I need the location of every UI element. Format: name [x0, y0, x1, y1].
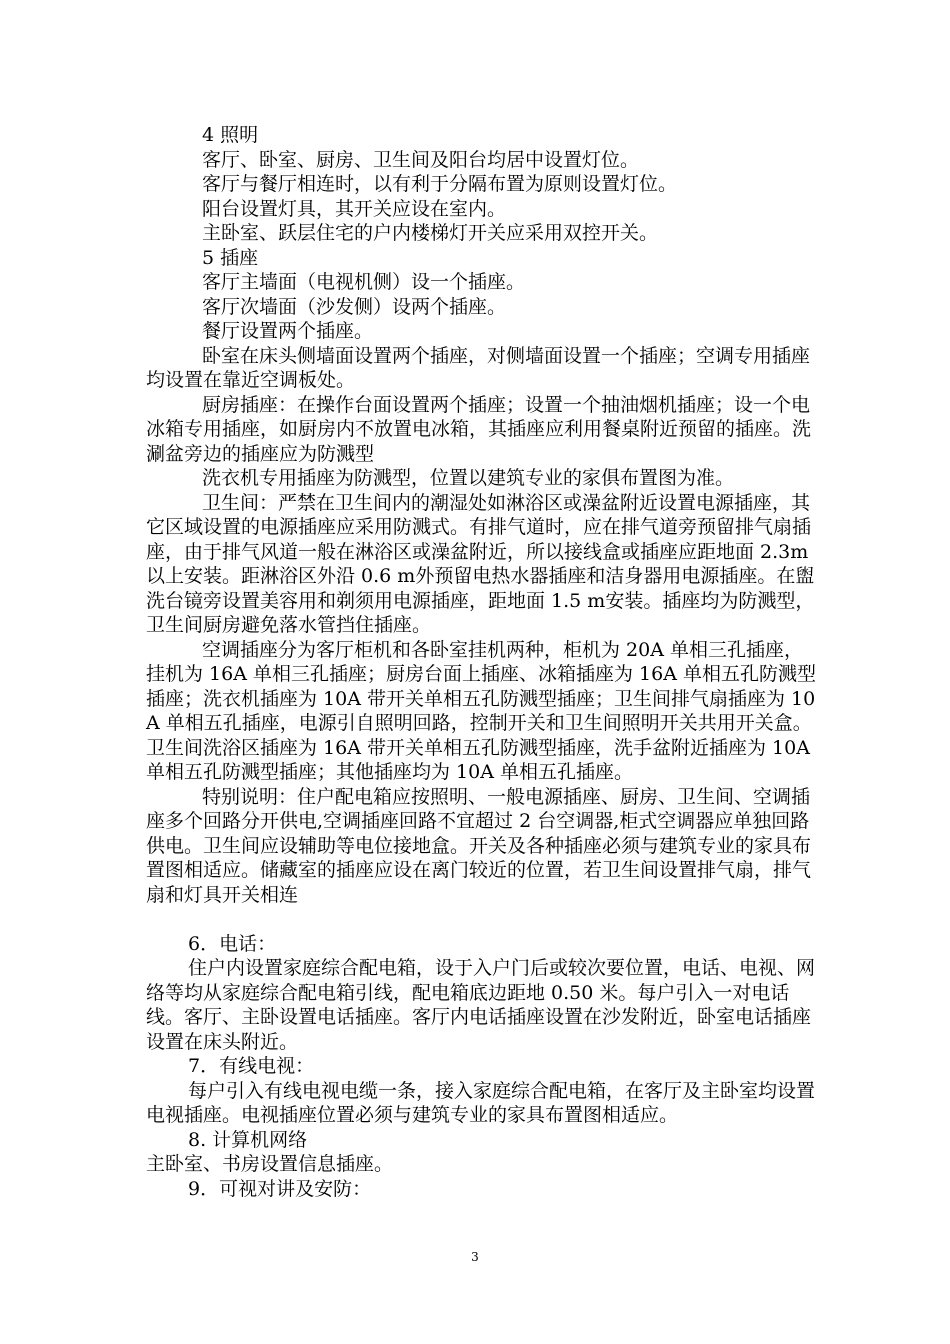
page-number: 3: [471, 1250, 479, 1264]
paragraph: 主卧室、书房设置信息插座。: [146, 1153, 394, 1175]
paragraph: 餐厅设置两个插座。: [202, 320, 374, 342]
section-heading-intercom: 9．可视对讲及安防：: [188, 1177, 372, 1200]
paragraph: 特别说明：住户配电箱应按照明、一般电源插座、厨房、卫生间、空调插座多个回路分开供电,空调插座回路不宜超过 2 台空调器,柜式空调器应单独回路供电。卫生间应设辅助等电位接地盒。开关及各种插座必须与建筑专业的家具布置图相适应。储藏室的插座应设在离门较近的位置，若卫生间设置排气扇，排气扇和灯具开关相连: [146, 785, 812, 906]
paragraph: 客厅主墙面（电视机侧）设一个插座。: [202, 271, 526, 293]
section-heading-network: 8. 计算机网络: [188, 1128, 308, 1151]
paragraph: 洗衣机专用插座为防溅型，位置以建筑专业的家俱布置图为准。: [202, 467, 735, 489]
section-heading-cable-tv: 7．有线电视：: [188, 1055, 315, 1077]
paragraph: 住户内设置家庭综合配电箱，设于入户门后或较次要位置，电话、电视、网络等均从家庭综合配电箱引线，配电箱底边距地 0.50 米。每户引入一对电话线。客厅、主卧设置电话插座。客厅内电话插座设置在沙发附近，卧室电话插座设置在床头附近。: [146, 957, 816, 1053]
paragraph: 阳台设置灯具，其开关应设在室内。: [202, 197, 507, 220]
blank-line: [146, 907, 816, 932]
paragraph: 客厅、卧室、厨房、卫生间及阳台均居中设置灯位。: [202, 148, 640, 171]
paragraph: 空调插座分为客厅柜机和各卧室挂机两种，柜机为 20A 单相三孔插座，挂机为 16A 单相三孔插座；厨房台面上插座、冰箱插座为 16A 单相五孔防溅型插座；洗衣机插座为 10A 带开关单相五孔防溅型插座；卫生间排气扇插座为 10A 单相五孔插座，电源引自照明回路，控制开关和卫生间照明开关共用开关盒。卫生间洗浴区插座为 16A 带开关单相五孔防溅型插座，洗手盆附近插座为 10A 单相五孔防溅型插座；其他插座均为 10A 单相五孔插座。: [146, 638, 816, 783]
section-heading-sockets: 5 插座: [202, 246, 259, 269]
paragraph: 客厅与餐厅相连时，以有利于分隔布置为原则设置灯位。: [202, 173, 678, 195]
paragraph: 主卧室、跃层住宅的户内楼梯灯开关应采用双控开关。: [202, 222, 659, 244]
paragraph: 卧室在床头侧墙面设置两个插座，对侧墙面设置一个插座；空调专用插座均设置在靠近空调板处。: [146, 344, 811, 391]
document-body: [146, 123, 816, 1201]
section-heading-telephone: 6．电话：: [188, 932, 277, 955]
paragraph: 厨房插座：在操作台面设置两个插座；设置一个抽油烟机插座；设一个电冰箱专用插座，如厨房内不放置电冰箱，其插座应利用餐桌附近预留的插座。洗涮盆旁边的插座应为防溅型: [146, 393, 812, 465]
paragraph: 每户引入有线电视电缆一条，接入家庭综合配电箱，在客厅及主卧室均设置电视插座。电视插座位置必须与建筑专业的家具布置图相适应。: [146, 1079, 816, 1126]
paragraph: 卫生间：严禁在卫生间内的潮湿处如淋浴区或澡盆附近设置电源插座，其它区域设置的电源插座应采用防溅式。有排气道时，应在排气道旁预留排气扇插座，由于排气风道一般在淋浴区或澡盆附近，所以接线盒或插座应距地面 2.3m 以上安装。距淋浴区外沿 0.6 m外预留电热水器插座和洁身器用电源插座。在盥洗台镜旁设置美容用和剃须用电源插座，距地面 1.5 m安装。插座均为防溅型，卫生间厨房避免落水管挡住插座。: [146, 491, 815, 636]
section-heading-lighting: 4 照明: [202, 124, 259, 146]
paragraph: 客厅次墙面（沙发侧）设两个插座。: [202, 295, 507, 318]
